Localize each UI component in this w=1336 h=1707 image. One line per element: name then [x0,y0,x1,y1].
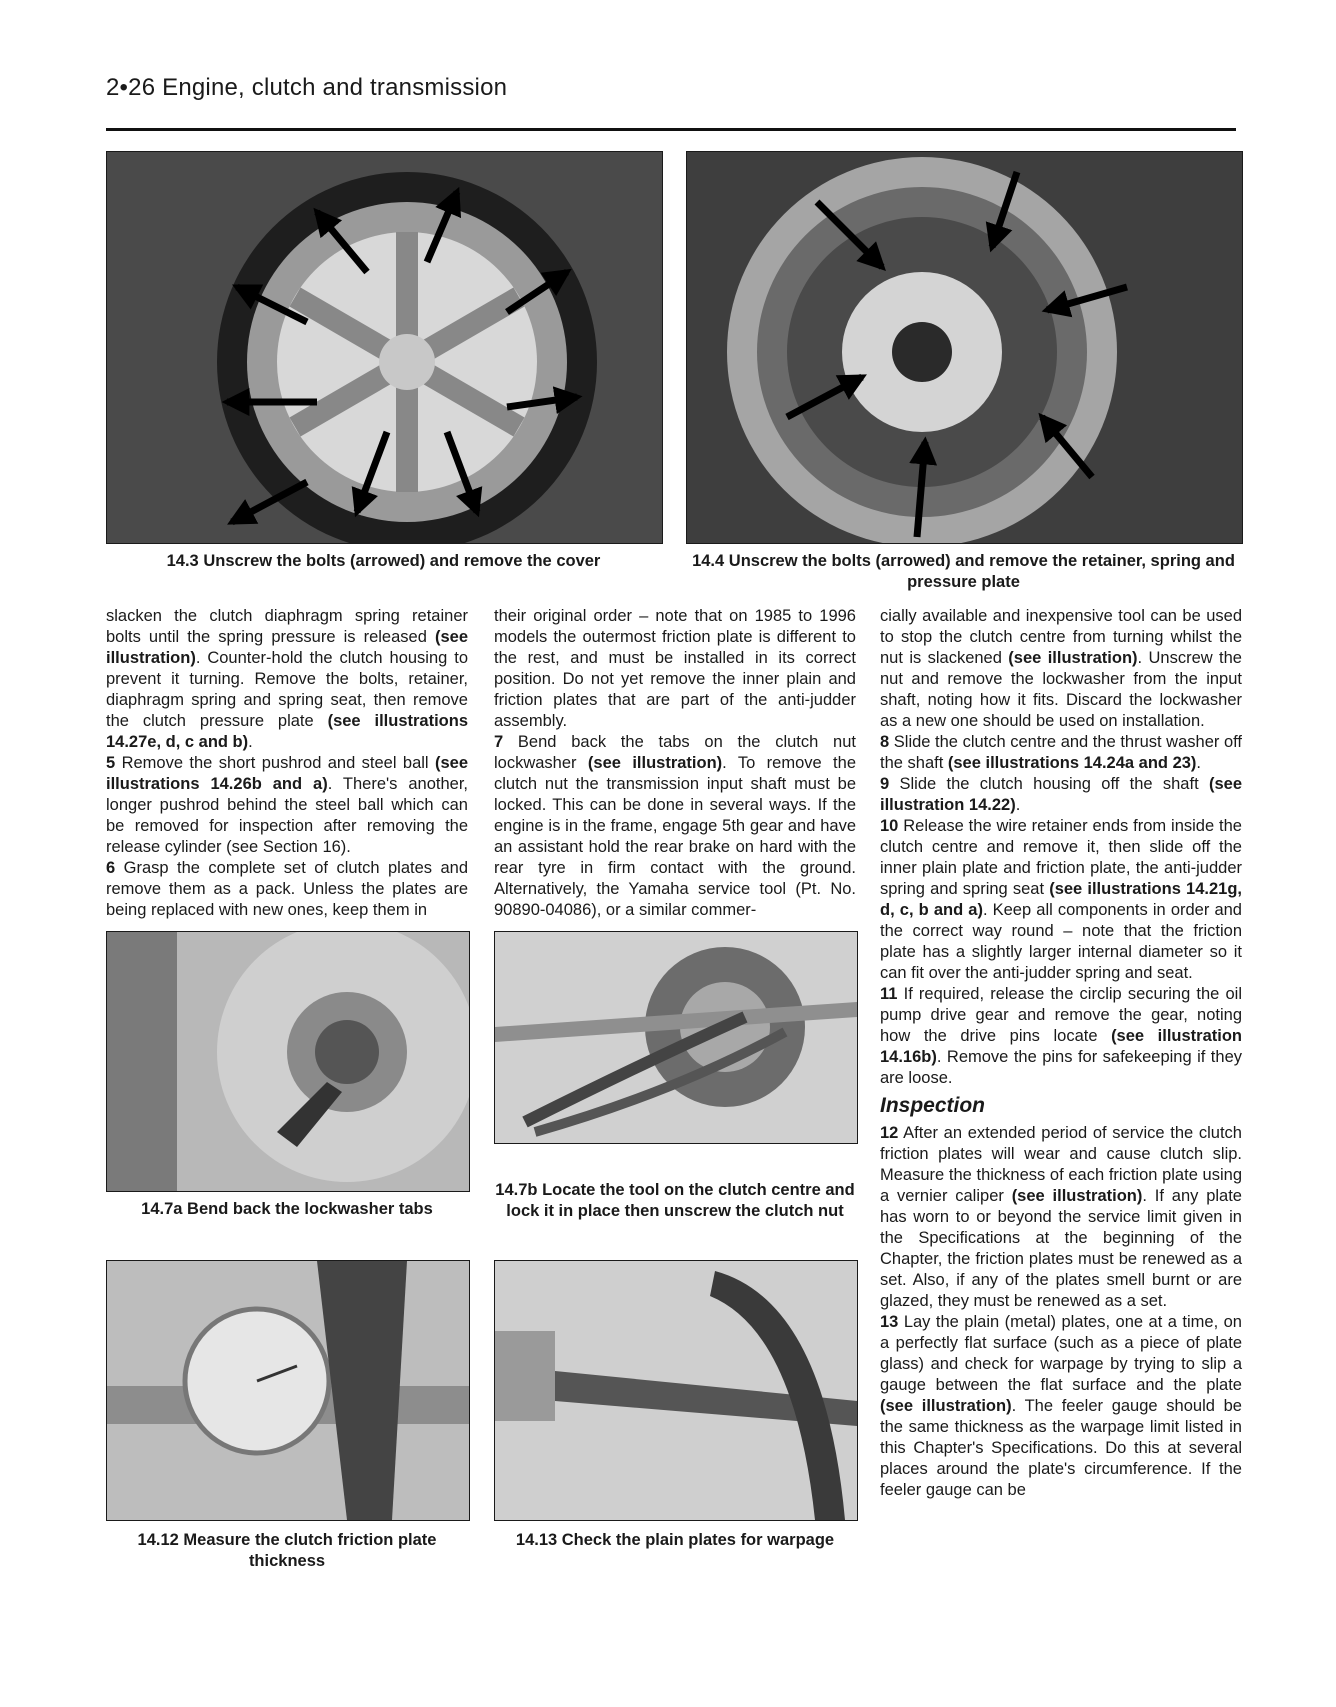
paragraph-9: 9 Slide the clutch housing off the shaft (see illustration 14.22). [880,775,1242,814]
caption-14-7b: 14.7b Locate the tool on the clutch centre and lock it in place then unscrew the clutch nut [495,1181,855,1220]
header-rule [106,128,1236,131]
page-header: 2•26 Engine, clutch and transmission [106,74,508,101]
caption-14-13: 14.13 Check the plain plates for warpage [515,1531,835,1549]
paragraph-7: 7 Bend back the tabs on the clutch nut lockwasher (see illustration). To remove the clutch nut the transmission input shaft must be locked. This can be done in several ways. If the engine is in the frame, engage 5th gear and have an assistant hold the rear brake on hard with the rear tyre in firm contact with the ground. Alternatively, the Yamaha service tool (Pt. No. 90890-04086), or a similar commer- [494,733,856,919]
paragraph: cially available and inexpensive tool can be used to stop the clutch centre from turning whilst the nut is slackened (see illustration). Unscrew the nut and remove the lockwasher from the input shaft, noting how it fits. Discard the lockwasher as a new one should be used on installation. [880,607,1242,730]
paragraph: their original order – note that on 1985 to 1996 models the outermost friction plate is different to the rest, and must be installed in its correct position. Do not yet remove the inner plain and friction plates that are part of the anti-judder assembly. [494,607,856,730]
photo-14-12 [106,1260,470,1521]
paragraph: slacken the clutch diaphragm spring retainer bolts until the spring pressure is released (see illustration). Counter-hold the clutch housing to prevent it turning. Remove the bolts, retainer, diaphragm spring and spring seat, then remove the clutch pressure plate (see illustrations 14.27e, d, c and b). [106,607,469,751]
photo-14-7b [494,931,858,1144]
paragraph-5: 5 Remove the short pushrod and steel ball (see illustrations 14.26b and a). There's another, longer pushrod behind the steel ball which can be removed for inspection after removing the release cylinder (see Section 16). [106,754,469,856]
caption-14-4: 14.4 Unscrew the bolts (arrowed) and remove the retainer, spring and pressure plate [692,552,1235,591]
paragraph-13: 13 Lay the plain (metal) plates, one at a time, on a perfectly flat surface (such as a piece of plate glass) and check for warpage by trying to slip a gauge between the flat surface and the plate (see illustration). The feeler gauge should be the same thickness as the warpage limit listed in this Chapter's Specifications. Do this at several places around the plate's circumference. If the feeler gauge can be [880,1313,1242,1499]
caption-14-12: 14.12 Measure the clutch friction plate thickness [137,1531,437,1570]
photo-14-4 [686,151,1243,544]
paragraph-8: 8 Slide the clutch centre and the thrust washer off the shaft (see illustrations 14.24a and 23). [880,733,1243,772]
text-column-3 [880,606,1242,1501]
photo-14-13 [494,1260,858,1521]
section-heading: Inspection [880,1094,986,1117]
caption-14-3: 14.3 Unscrew the bolts (arrowed) and remove the cover [166,552,601,570]
text-column-1 [106,606,468,921]
photo-14-3 [106,151,663,544]
paragraph-10: 10 Release the wire retainer ends from inside the clutch centre and remove it, then slide off the inner plain plate and friction plate, the anti-judder spring and spring seat (see illustrations 14.21g, d, c, b and a). Keep all components in order and the correct way round – note that the friction plate has a slightly larger internal diameter so it can fit over the anti-judder spring and seat. [880,817,1242,982]
paragraph-12: 12 After an extended period of service the clutch friction plates will wear and cause clutch slip. Measure the thickness of each friction plate using a vernier caliper (see illustration). If any plate has worn to or beyond the service limit given in the Specifications at the beginning of the Chapter, the friction plates must be renewed as a set. Also, if any of the plates smell burnt or are glazed, they must be renewed as a set. [880,1124,1242,1310]
paragraph-6: 6 Grasp the complete set of clutch plates and remove them as a pack. Unless the plates are being replaced with new ones, keep them in [106,859,468,919]
paragraph-11: 11 If required, release the circlip securing the oil pump drive gear and remove the gear, noting how the drive pins locate (see illustration 14.16b). Remove the pins for safekeeping if they are loose. [880,985,1242,1087]
photo-14-7a [106,931,470,1192]
text-column-2 [494,606,856,921]
caption-14-7a: 14.7a Bend back the lockwasher tabs [141,1200,433,1218]
